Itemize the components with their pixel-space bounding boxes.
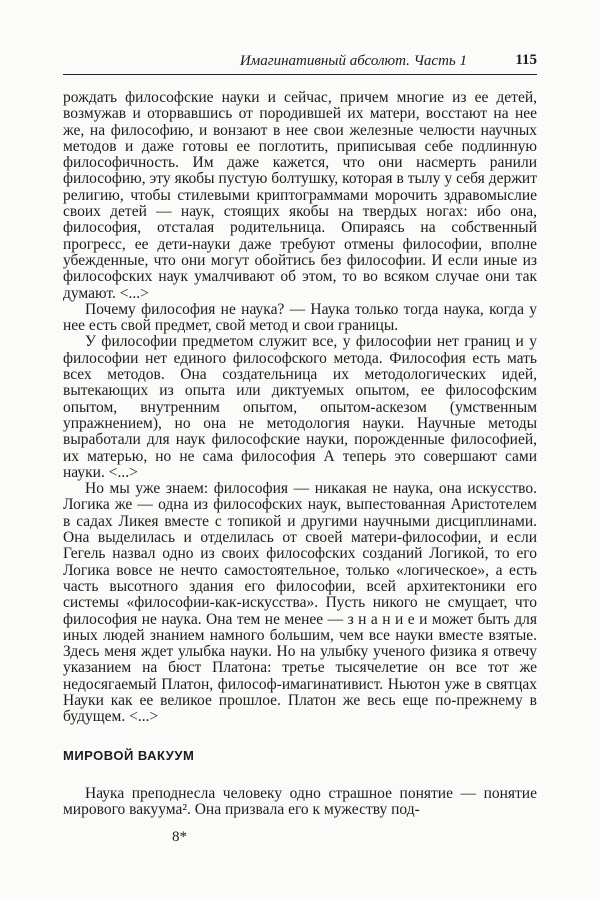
paragraph: Но мы уже знаем: философия — никакая не наука, она искусство. Логика же — одна из философских наук, выпестованная Аристотелем в садах Ликея вместе с топикой и другими научными дисциплинами. Она выделилась и отделилась от своей матери-философии, и если Гегель назвал одно из своих философских созданий Логикой, то его Логика вовсе не нечто самостоятельное, только «логическое», а есть часть высотного здания его философии, всей архитектоники его системы «философии-как-искусства». Пусть никого не смущает, что философия не наука. Она тем не менее — з н а н и е и может быть для иных людей знанием намного большим, чем все науки вместе взятые. Здесь меня ждет улыбка науки. Но на улыбку ученого физика я отвечу указанием на бюст Платона: третье тысячелетие он все тот же недосягаемый Платон, философ-имагинативист. Ньютон уже в святцах Науки как ее великое прошлое. Платон же весь еще по-прежнему в будущем. <...>	[63, 480, 537, 726]
header-rule	[63, 74, 537, 75]
running-title: Имагинативный абсолют. Часть 1	[239, 53, 467, 69]
paragraph-continued: рождать философские науки и сейчас, причем многие из ее детей, возмужав и оторвавшись от породившей их матери, восстают на нее же, на философию, и вонзают в нее свои железные челюсти научных методов и даже готовы ее поглотить, приписывая себе подлинную философичность. Им даже кажется, что они насмерть ранили философию, эту якобы пустую болтушку, которая в тылу у себя держит религию, чтобы стилевыми криптограммами морочить здравомыслие своих детей — наук, стоящих якобы на твердых ногах: ибо она, философия, отсталая родительница. Опираясь на собственный прогресс, ее дети-науки даже требуют отмены философии, вполне убежденные, что они могут обойтись без философии. И если иные из философских наук умалчивают об этом, то во всяком случае они так думают. <...>	[63, 89, 537, 302]
section-heading: МИРОВОЙ ВАКУУМ	[63, 747, 195, 763]
section-paragraph: Наука преподнесла человеку одно страшное понятие — понятие мирового вакуума². Она призвала его к мужеству под-	[63, 784, 537, 819]
page-body	[63, 90, 537, 818]
paragraph: Почему философия не наука? — Наука только тогда наука, когда у нее есть свой предмет, свой метод и свои границы.	[63, 300, 537, 335]
printer-signature: 8*	[172, 829, 187, 845]
paragraph: У философии предметом служит все, у философии нет границ и у философии нет единого философского метода. Философия есть мать всех методов. Она создательница их методологических идей, вытекающих из опыта или диктуемых опытом, ее философским опытом, внутренним опытом, опытом-аскезом (умственным упражнением), но она не методология науки. Научные методы выработали для наук философские науки, порожденные философией, их матерью, но не сама философия А теперь это совершают сами науки. <...>	[63, 333, 537, 481]
page-number: 115	[515, 52, 537, 68]
running-header	[63, 52, 537, 74]
